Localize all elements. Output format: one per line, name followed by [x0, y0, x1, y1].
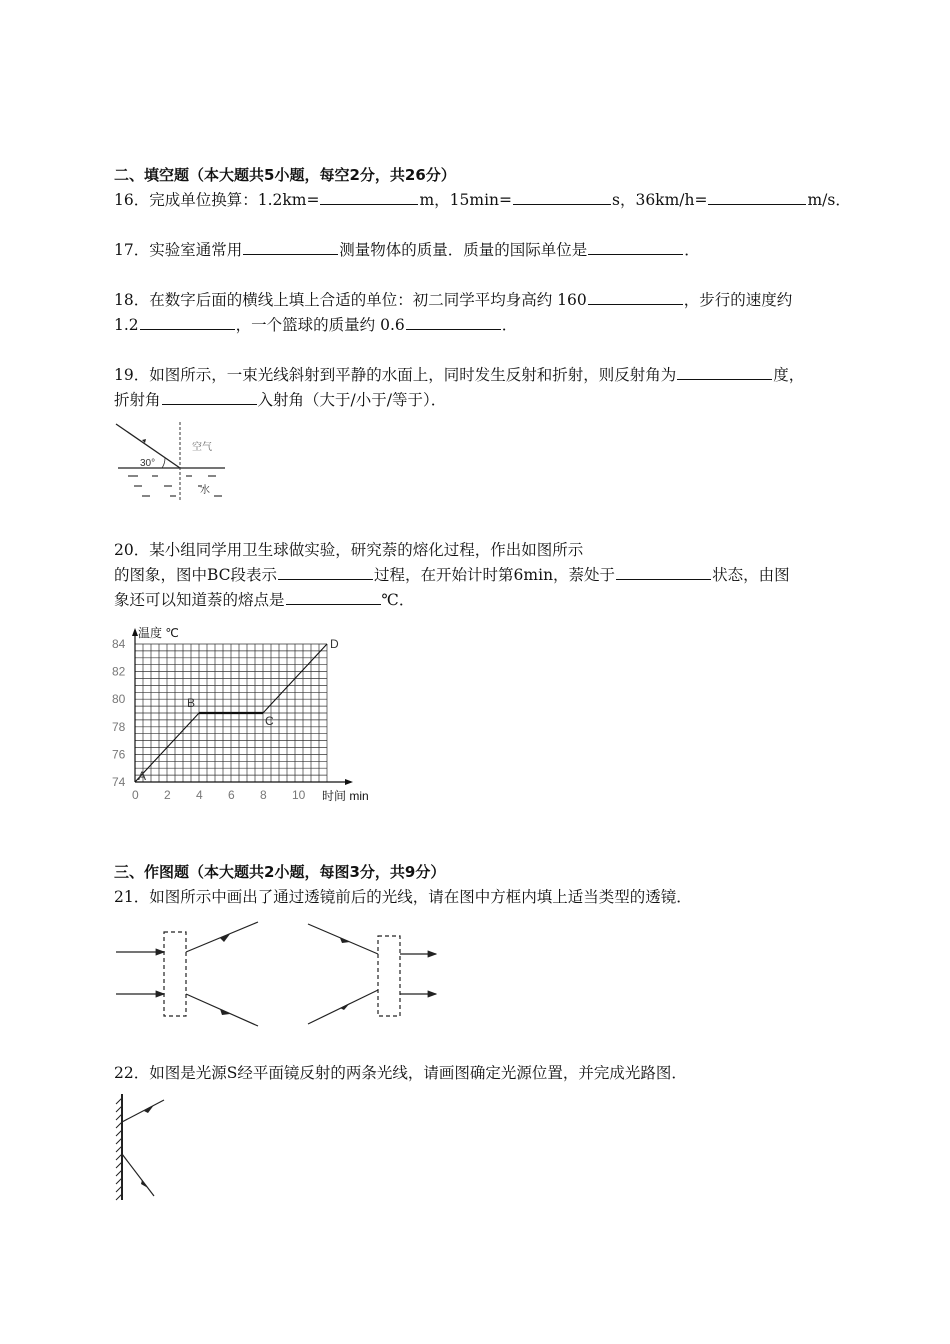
x-axis-arrow-icon — [345, 779, 353, 785]
lens-box-left[interactable] — [164, 932, 186, 1016]
point-label: C — [265, 714, 274, 728]
point-label: B — [187, 696, 196, 710]
y-tick-label: 74 — [112, 775, 126, 789]
x-tick-label: 4 — [196, 788, 203, 802]
y-axis-label: 温度 ℃ — [138, 626, 179, 640]
ray-in — [308, 924, 378, 954]
question-20-cont2 — [114, 590, 414, 610]
q18-text: ，步行的速度约 — [683, 291, 793, 309]
angle-arc — [162, 458, 165, 468]
question-21: 21．如图所示中画出了通过透镜前后的光线，请在图中方框内填上适当类型的透镜． — [114, 888, 692, 906]
arrow-icon — [141, 1180, 148, 1188]
q19-text: 度， — [773, 366, 805, 384]
air-label: 空气 — [192, 442, 212, 453]
q17-text: ． — [684, 241, 700, 259]
q20-text: 的图象，图中BC段表示 — [114, 566, 278, 584]
question-22: 22．如图是光源S经平面镜反射的两条光线，请画图确定光源位置，并完成光路图． — [114, 1064, 687, 1082]
x-axis-label: 时间 min — [322, 789, 369, 803]
figure-19-refraction — [112, 420, 230, 502]
reflected-ray — [122, 1154, 154, 1196]
q18-text: ，一个篮球的质量约 0.6 — [235, 316, 405, 334]
question-16 — [114, 190, 851, 210]
arrow-icon — [340, 1003, 350, 1010]
answer-blank[interactable] — [162, 390, 257, 405]
q20-text: 象还可以知道萘的熔点是 — [114, 591, 285, 609]
answer-blank[interactable] — [677, 365, 772, 380]
q17-text: 17．实验室通常用 — [114, 241, 243, 259]
q18-text: ． — [501, 316, 518, 334]
answer-blank[interactable] — [708, 190, 806, 205]
x-tick-label: 6 — [228, 788, 235, 802]
x-tick-label: 10 — [292, 788, 306, 802]
arrow-icon — [220, 1009, 230, 1015]
question-18-cont — [114, 315, 517, 335]
x-tick-label: 2 — [164, 788, 171, 802]
y-tick-label: 76 — [112, 747, 126, 762]
section-3-heading: 三、作图题（本大题共2小题，每图3分，共9分） — [114, 863, 446, 881]
answer-blank[interactable] — [513, 190, 611, 205]
q19-text: 折射角 — [114, 391, 161, 409]
q19-text: 19．如图所示，一束光线斜射到平静的水面上，同时发生反射和折射，则反射角为 — [114, 366, 677, 384]
answer-blank[interactable] — [588, 240, 683, 255]
question-18 — [114, 290, 792, 310]
water-label: 水 — [200, 485, 210, 496]
lens-box-right[interactable] — [378, 936, 400, 1016]
figure-21-lenses — [112, 918, 442, 1030]
answer-blank[interactable] — [588, 290, 683, 305]
x-tick-label: 8 — [260, 788, 267, 802]
answer-blank[interactable] — [616, 565, 711, 580]
q20-text: ℃． — [381, 591, 415, 609]
y-tick-label: 82 — [112, 664, 126, 679]
x-tick-label: 0 — [132, 788, 139, 802]
q18-text: 1.2 — [114, 316, 139, 334]
question-19-cont — [114, 390, 446, 410]
answer-blank[interactable] — [320, 190, 418, 205]
answer-blank[interactable] — [243, 240, 338, 255]
question-17 — [114, 240, 700, 260]
q16-text: m/s． — [807, 191, 851, 209]
point-label: A — [138, 769, 147, 783]
q16-text: s，36km/h= — [612, 191, 708, 209]
q19-text: 入射角（大于/小于/等于）． — [257, 391, 447, 409]
figure-22-plane-mirror — [108, 1092, 178, 1204]
q16-text: m，15min= — [419, 191, 512, 209]
y-tick-label: 80 — [112, 692, 126, 707]
answer-blank[interactable] — [278, 565, 373, 580]
q17-text: 测量物体的质量．质量的国际单位是 — [339, 241, 588, 259]
question-20 — [114, 540, 583, 560]
q20-text: 过程，在开始计时第6min，萘处于 — [374, 566, 616, 584]
point-label: D — [330, 637, 339, 651]
question-19 — [114, 365, 804, 385]
arrow-icon — [144, 1105, 154, 1113]
section-2-heading: 二、填空题（本大题共5小题，每空2分，共26分） — [114, 166, 456, 184]
question-20-cont — [114, 565, 790, 585]
answer-blank[interactable] — [286, 590, 381, 605]
angle-label: 30° — [140, 458, 156, 469]
y-tick-label: 84 — [112, 637, 126, 651]
reflected-ray — [122, 1100, 164, 1122]
q20-text: 状态，由图 — [712, 566, 790, 584]
ray-out — [186, 922, 258, 952]
melting-curve-chart — [108, 620, 388, 805]
answer-blank[interactable] — [406, 315, 501, 330]
q16-text: 16．完成单位换算：1.2km= — [114, 191, 320, 209]
answer-blank[interactable] — [140, 315, 235, 330]
y-tick-label: 78 — [112, 719, 126, 734]
q18-text: 18．在数字后面的横线上填上合适的单位：初二同学平均身高约 160 — [114, 291, 587, 309]
q20-text: 20．某小组同学用卫生球做实验，研究萘的熔化过程，作出如图所示 — [114, 541, 584, 559]
arrow-icon — [340, 938, 350, 943]
